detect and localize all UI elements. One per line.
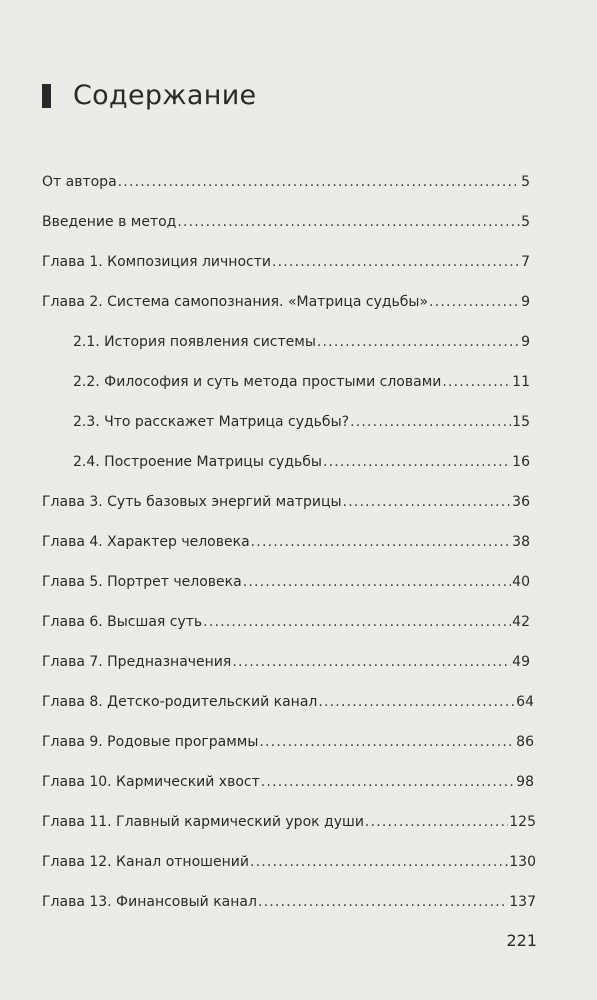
toc-entry-page: 64 [516, 694, 534, 710]
toc-entry [42, 533, 530, 551]
toc-entry-page: 16 [512, 454, 530, 470]
toc-subentry [73, 453, 530, 471]
toc-leader-dots [261, 773, 515, 791]
toc-entry-title: 2.2. Философия и суть метода простыми словами [73, 374, 442, 390]
toc-entry-title: Глава 11. Главный кармический урок души [42, 814, 364, 830]
toc-entry [42, 213, 530, 231]
toc-entry [42, 293, 530, 311]
toc-entry-title: Глава 3. Суть базовых энергий матрицы [42, 494, 342, 510]
toc-entry [42, 853, 536, 871]
contents-heading [42, 80, 256, 111]
toc-leader-dots [250, 853, 508, 871]
toc-leader-dots [177, 213, 520, 231]
toc-entry-title: Глава 6. Высшая суть [42, 614, 203, 630]
toc-entry [42, 893, 536, 911]
toc-entry-page: 42 [512, 614, 530, 630]
toc-entry [42, 733, 534, 751]
toc-entry [42, 773, 534, 791]
toc-entry-title: 2.4. Построение Матрицы судьбы [73, 454, 322, 470]
toc-entry-title: 2.3. Что расскажет Матрица судьбы? [73, 414, 350, 430]
toc-entry [42, 613, 530, 631]
toc-entry-title: Глава 1. Композиция личности [42, 254, 271, 270]
toc-leader-dots [442, 373, 511, 391]
toc-leader-dots [232, 653, 511, 671]
toc-entry [42, 253, 530, 271]
toc-leader-dots [365, 813, 508, 831]
toc-entry-page: 11 [512, 374, 530, 390]
toc-entry-title: Глава 8. Детско-родительский канал [42, 694, 318, 710]
toc-entry-page: 38 [512, 534, 530, 550]
toc-leader-dots [272, 253, 520, 271]
toc-entry-page: 86 [516, 734, 534, 750]
heading-bar-marker [42, 84, 51, 108]
toc-leader-dots [343, 493, 512, 511]
toc-entry-page: 130 [509, 854, 536, 870]
toc-entry-title: Введение в метод [42, 214, 177, 230]
toc-entry [42, 813, 536, 831]
toc-leader-dots [243, 573, 511, 591]
contents-title: Содержание [73, 80, 257, 111]
toc-leader-dots [429, 293, 520, 311]
toc-leader-dots [251, 533, 512, 551]
toc-entry-page: 5 [521, 174, 530, 190]
toc-entry-title: Глава 9. Родовые программы [42, 734, 259, 750]
toc-entry-title: От автора [42, 174, 117, 190]
toc-entry-page: 5 [521, 214, 530, 230]
toc-entry-page: 15 [512, 414, 530, 430]
toc-entry-page: 36 [512, 494, 530, 510]
toc-entry-title: Глава 12. Канал отношений [42, 854, 249, 870]
toc-entry-page: 7 [521, 254, 530, 270]
toc-leader-dots [118, 173, 520, 191]
page-number: 221 [506, 931, 537, 950]
toc-entry [42, 573, 530, 591]
toc-entry-page: 9 [521, 294, 530, 310]
toc-entry-page: 125 [509, 814, 536, 830]
toc-entry-title: Глава 7. Предназначения [42, 654, 232, 670]
toc-entry-page: 49 [512, 654, 530, 670]
toc-entry [42, 493, 530, 511]
toc-entry-page: 98 [516, 774, 534, 790]
toc-entry-title: Глава 10. Кармический хвост [42, 774, 260, 790]
toc-leader-dots [259, 733, 515, 751]
toc-leader-dots [323, 453, 511, 471]
toc-entry-page: 137 [509, 894, 536, 910]
toc-entry-title: Глава 13. Финансовый канал [42, 894, 257, 910]
toc-leader-dots [350, 413, 511, 431]
toc-leader-dots [258, 893, 508, 911]
toc-entry-title: 2.1. История появления системы [73, 334, 316, 350]
toc-subentry [73, 333, 530, 351]
toc-leader-dots [203, 613, 511, 631]
toc-entry [42, 693, 534, 711]
toc-entry-page: 9 [521, 334, 530, 350]
toc-entry [42, 173, 530, 191]
toc-entry-title: Глава 2. Система самопознания. «Матрица судьбы» [42, 294, 429, 310]
toc-entry-title: Глава 5. Портрет человека [42, 574, 242, 590]
toc-subentry [73, 373, 530, 391]
toc-entry [42, 653, 530, 671]
toc-subentry [73, 413, 530, 431]
toc-entry-page: 40 [512, 574, 530, 590]
toc-leader-dots [317, 333, 520, 351]
toc-entry-title: Глава 4. Характер человека [42, 534, 250, 550]
toc-leader-dots [318, 693, 515, 711]
